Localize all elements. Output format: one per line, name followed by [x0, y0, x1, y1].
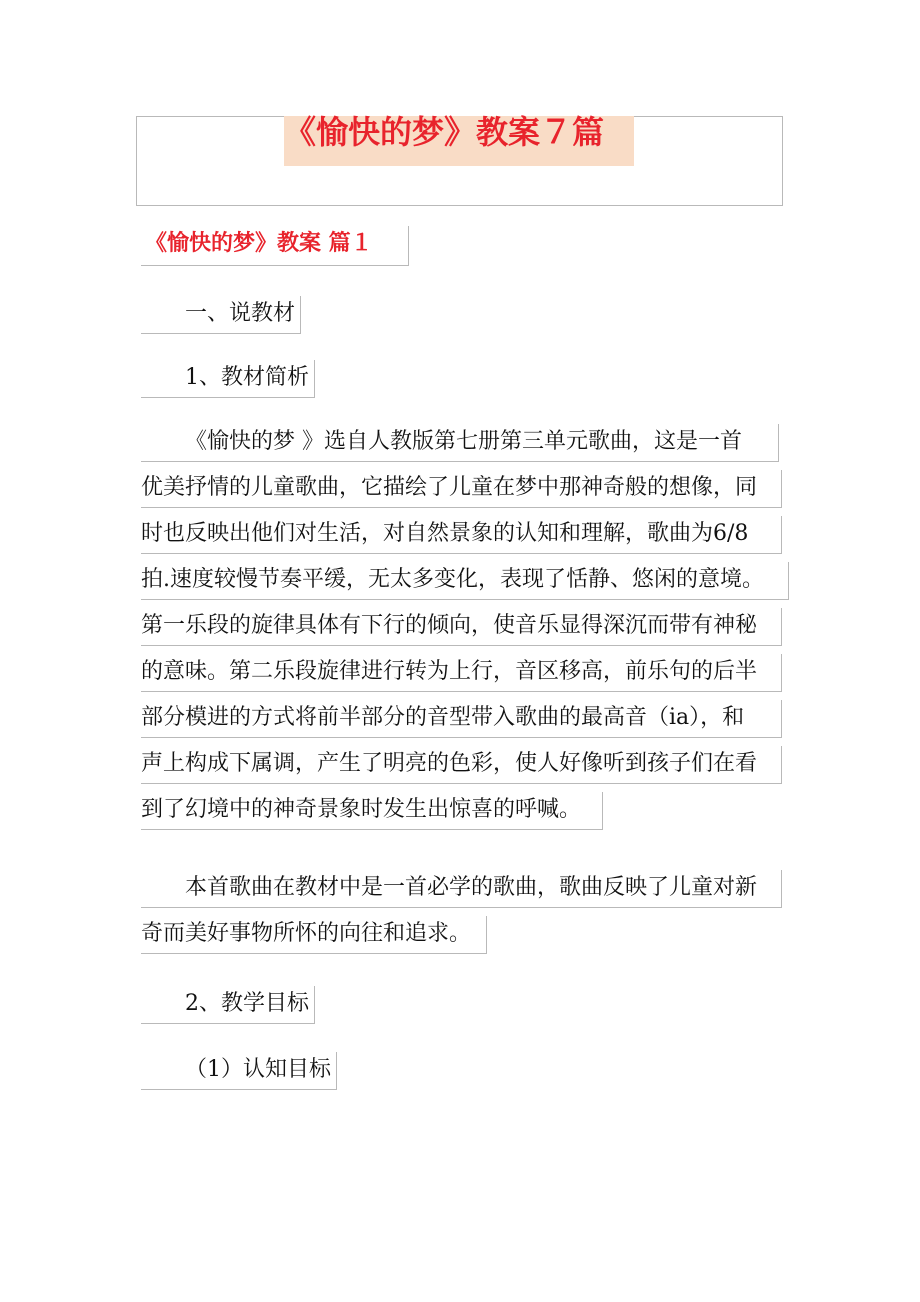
paragraph-line — [141, 700, 782, 738]
line-text: 本首歌曲在教材中是一首必学的歌曲，歌曲反映了儿童对新 — [185, 875, 758, 900]
paragraph-line — [141, 792, 603, 830]
document-title: 《愉快的梦》教案７篇 — [284, 113, 605, 151]
section-heading — [141, 226, 409, 266]
line-text: 拍.速度较慢节奏平缓，无太多变化，表现了恬静、悠闲的意境。 — [141, 567, 764, 592]
line-text: 一、说教材 — [185, 301, 296, 326]
paragraph-line — [141, 608, 782, 646]
paragraph-line — [141, 870, 782, 908]
line-text: 时也反映出他们对生活，对自然景象的认知和理解，歌曲为6/8 — [141, 521, 749, 546]
paragraph-line — [141, 916, 487, 954]
paragraph-line — [141, 424, 779, 462]
line-text: 1、教材简析 — [185, 365, 309, 390]
line-text: 奇而美好事物所怀的向往和追求。 — [141, 921, 472, 946]
line-text: 《愉快的梦 》选自人教版第七册第三单元歌曲，这是一首 — [185, 429, 742, 454]
line-text: （1）认知目标 — [185, 1057, 331, 1082]
paragraph-line — [141, 516, 782, 554]
line-text: 声上构成下属调，产生了明亮的色彩，使人好像听到孩子们在看 — [141, 751, 758, 776]
line-text: 优美抒情的儿童歌曲，它描绘了儿童在梦中那神奇般的想像，同 — [141, 475, 758, 500]
section-heading-text: 《愉快的梦》教案 篇１ — [145, 231, 373, 256]
paragraph-line — [141, 986, 315, 1024]
paragraph-line — [141, 746, 782, 784]
paragraph-line — [141, 654, 782, 692]
line-text: 部分模进的方式将前半部分的音型带入歌曲的最高音（ia），和 — [141, 705, 745, 730]
paragraph-line — [141, 296, 301, 334]
paragraph-line — [141, 562, 789, 600]
paragraph-line — [141, 470, 782, 508]
paragraph-line — [141, 360, 315, 398]
line-text: 的意味。第二乐段旋律进行转为上行，音区移高，前乐句的后半 — [141, 659, 758, 684]
paragraph-line — [141, 1052, 337, 1090]
line-text: 第一乐段的旋律具体有下行的倾向，使音乐显得深沉而带有神秘 — [141, 613, 758, 638]
line-text: 到了幻境中的神奇景象时发生出惊喜的呼喊。 — [141, 797, 582, 822]
line-text: 2、教学目标 — [185, 991, 309, 1016]
